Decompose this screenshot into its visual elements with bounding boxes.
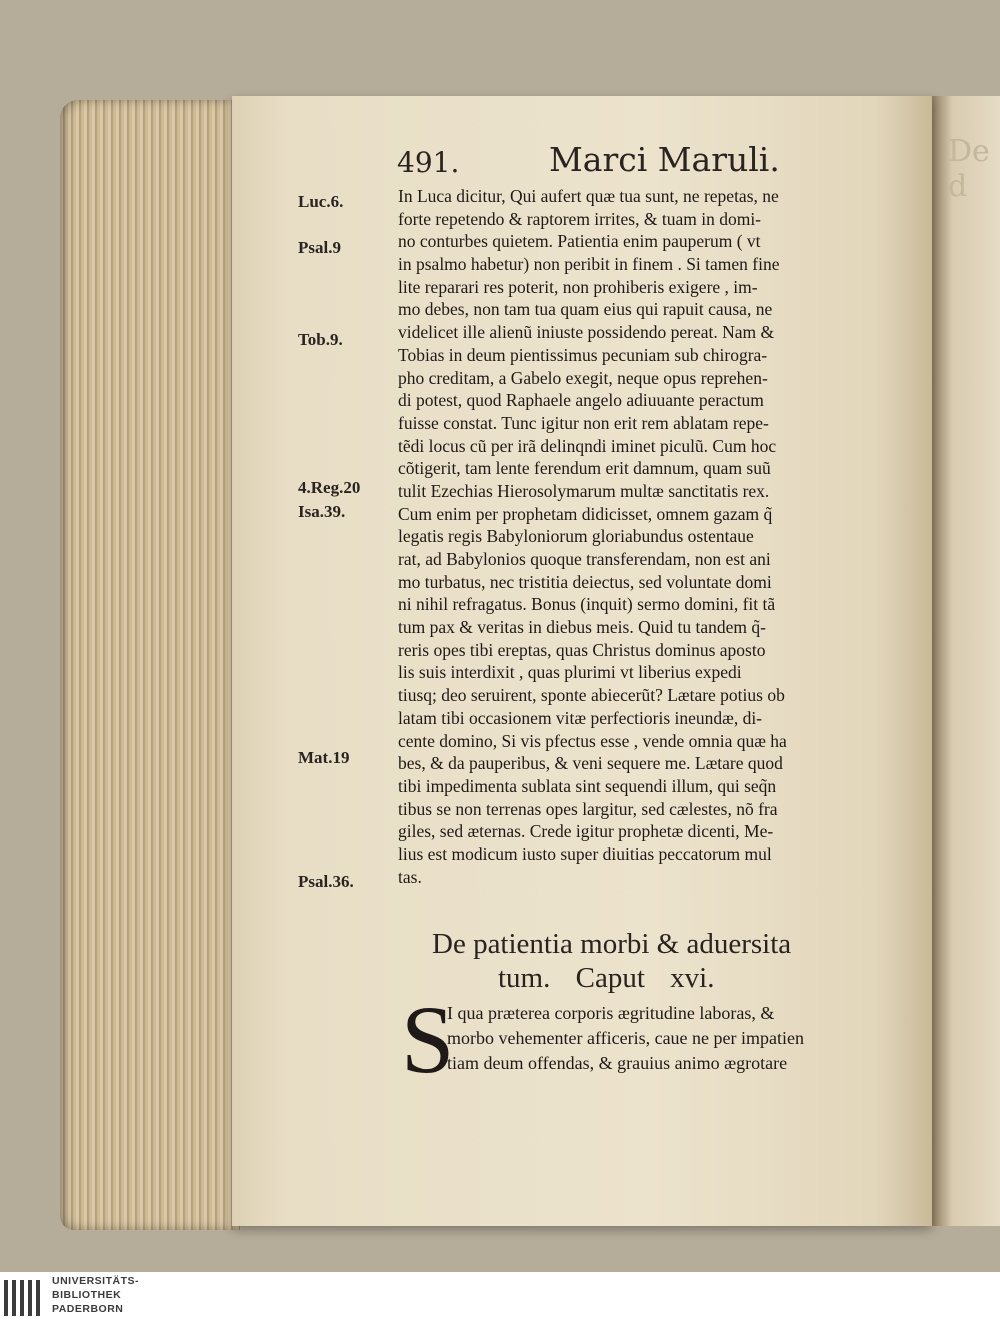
margin-note-isa: Isa.39. [298,502,346,521]
running-head [397,140,797,180]
text-line: no conturbes quietem. Patientia enim pauperum ( vt [398,231,761,252]
book-fore-edge [60,100,240,1230]
margin-note-reg: 4.Reg.20 [298,478,361,497]
text-line: lius est modicum iusto super diuitias peccatorum mul [398,843,772,864]
running-title: Marci Maruli. [549,140,780,179]
text-line: forte repetendo & raptorem irrites, & tuam in domi- [398,208,762,229]
chapter-text [447,1001,907,1076]
text-line: fuisse constat. Tunc igitur non erit rem ablatam repe- [398,412,769,433]
text-line: lite reparari res poterit, non prohiberis exigere , im- [398,276,758,297]
chapter-heading-line1: De patientia morbi & aduersita [432,928,792,960]
text-line: cõtigerit, tam lente ferendum erit damnum, quam suũ [398,458,771,479]
text-line: videlicet ille alienũ iniuste possidendo pereat. Nam & [398,322,775,343]
text-line: cente domino, Si vis pfectus esse , vende omnia quæ ha [398,730,787,751]
text-line: reris opes tibi ereptas, quas Christus dominus aposto [398,639,766,660]
text-line: giles, sed æternas. Crede igitur prophetæ dicenti, Me- [398,821,774,842]
margin-note-psal9: Psal.9 [298,238,341,257]
text-line: tum pax & veritas in diebus meis. Quid tu tandem q̃- [398,617,766,638]
facing-page-edge [932,96,1000,1226]
text-line: rat, ad Babylonios quoque transferendam, non est ani [398,549,771,569]
library-logo-icon [4,1280,44,1316]
margin-note-psal36: Psal.36. [298,872,354,891]
text-line: tulit Ezechias Hierosolymarum multæ sanctitatis rex. [398,480,770,501]
text-line: pho creditam, a Gabelo exegit, neque opus reprehen- [398,367,768,388]
text-line: tibi impedimenta sublata sint sequendi illum, qui seq̃n [398,775,777,796]
margin-note-tob: Tob.9. [298,330,343,349]
text-line: tiusq; deo seruirent, sponte abiecerũt? Lætare potius ob [398,685,785,706]
library-name-line1: UNIVERSITÄTS- [52,1275,140,1287]
drop-cap: S [401,986,455,1093]
text-line: Cum enim per prophetam didicisset, omnem gazam q̃ [398,503,773,524]
text-line: morbo vehementer afficeris, caue ne per impatien [447,1028,805,1048]
chapter-heading-line2: tum. Caput xvi. [498,962,715,994]
text-line: di potest, quod Raphaele angelo adiuuante peractum [398,390,764,411]
text-line: tiam deum offendas, & grauius animo ægrotare [447,1053,788,1073]
text-line: in psalmo habetur) non peribit in finem . Si tamen fine [398,254,780,275]
text-line: I qua præterea corporis ægritudine laboras, & [447,1003,775,1023]
text-line: mo turbatus, nec tristitia deiectus, sed voluntate domi [398,571,772,592]
margin-note-mat: Mat.19 [298,748,350,767]
text-line: bes, & da pauperibus, & veni sequere me. Lætare quod [398,753,783,774]
library-footer [0,1272,1000,1322]
text-line: ni nihil refragatus. Bonus (inquit) sermo domini, fit tã [398,594,776,615]
text-line: lis suis interdixit , quas plurimi vt liberius expedi [398,662,742,683]
text-line: latam tibi occasionem vitæ perfectioris ineundæ, di- [398,707,763,728]
text-line: tibus se non terrenas opes largitur, sed cælestes, nõ fra [398,798,778,819]
text-line: Tobias in deum pientissimus pecuniam sub chirogra- [398,344,768,365]
facing-page-text: De d [948,134,990,204]
text-line: mo debes, non tam tua quam eius qui rapuit causa, ne [398,299,773,320]
page-number: 491. [397,146,460,179]
margin-note-luc: Luc.6. [298,192,344,211]
library-name-line3: PADERBORN [52,1303,124,1315]
text-line: tẽdi locus cũ per irã delinqndi iminet piculũ. Cum hoc [398,435,777,456]
text-line: legatis regis Babyloniorum gloriabundus ostentaue [398,526,754,547]
text-line: In Luca dicitur, Qui aufert quæ tua sunt, ne repetas, ne [398,186,779,206]
library-name-line2: BIBLIOTHEK [52,1289,122,1301]
body-text [398,185,908,888]
text-line: tas. [398,866,422,887]
